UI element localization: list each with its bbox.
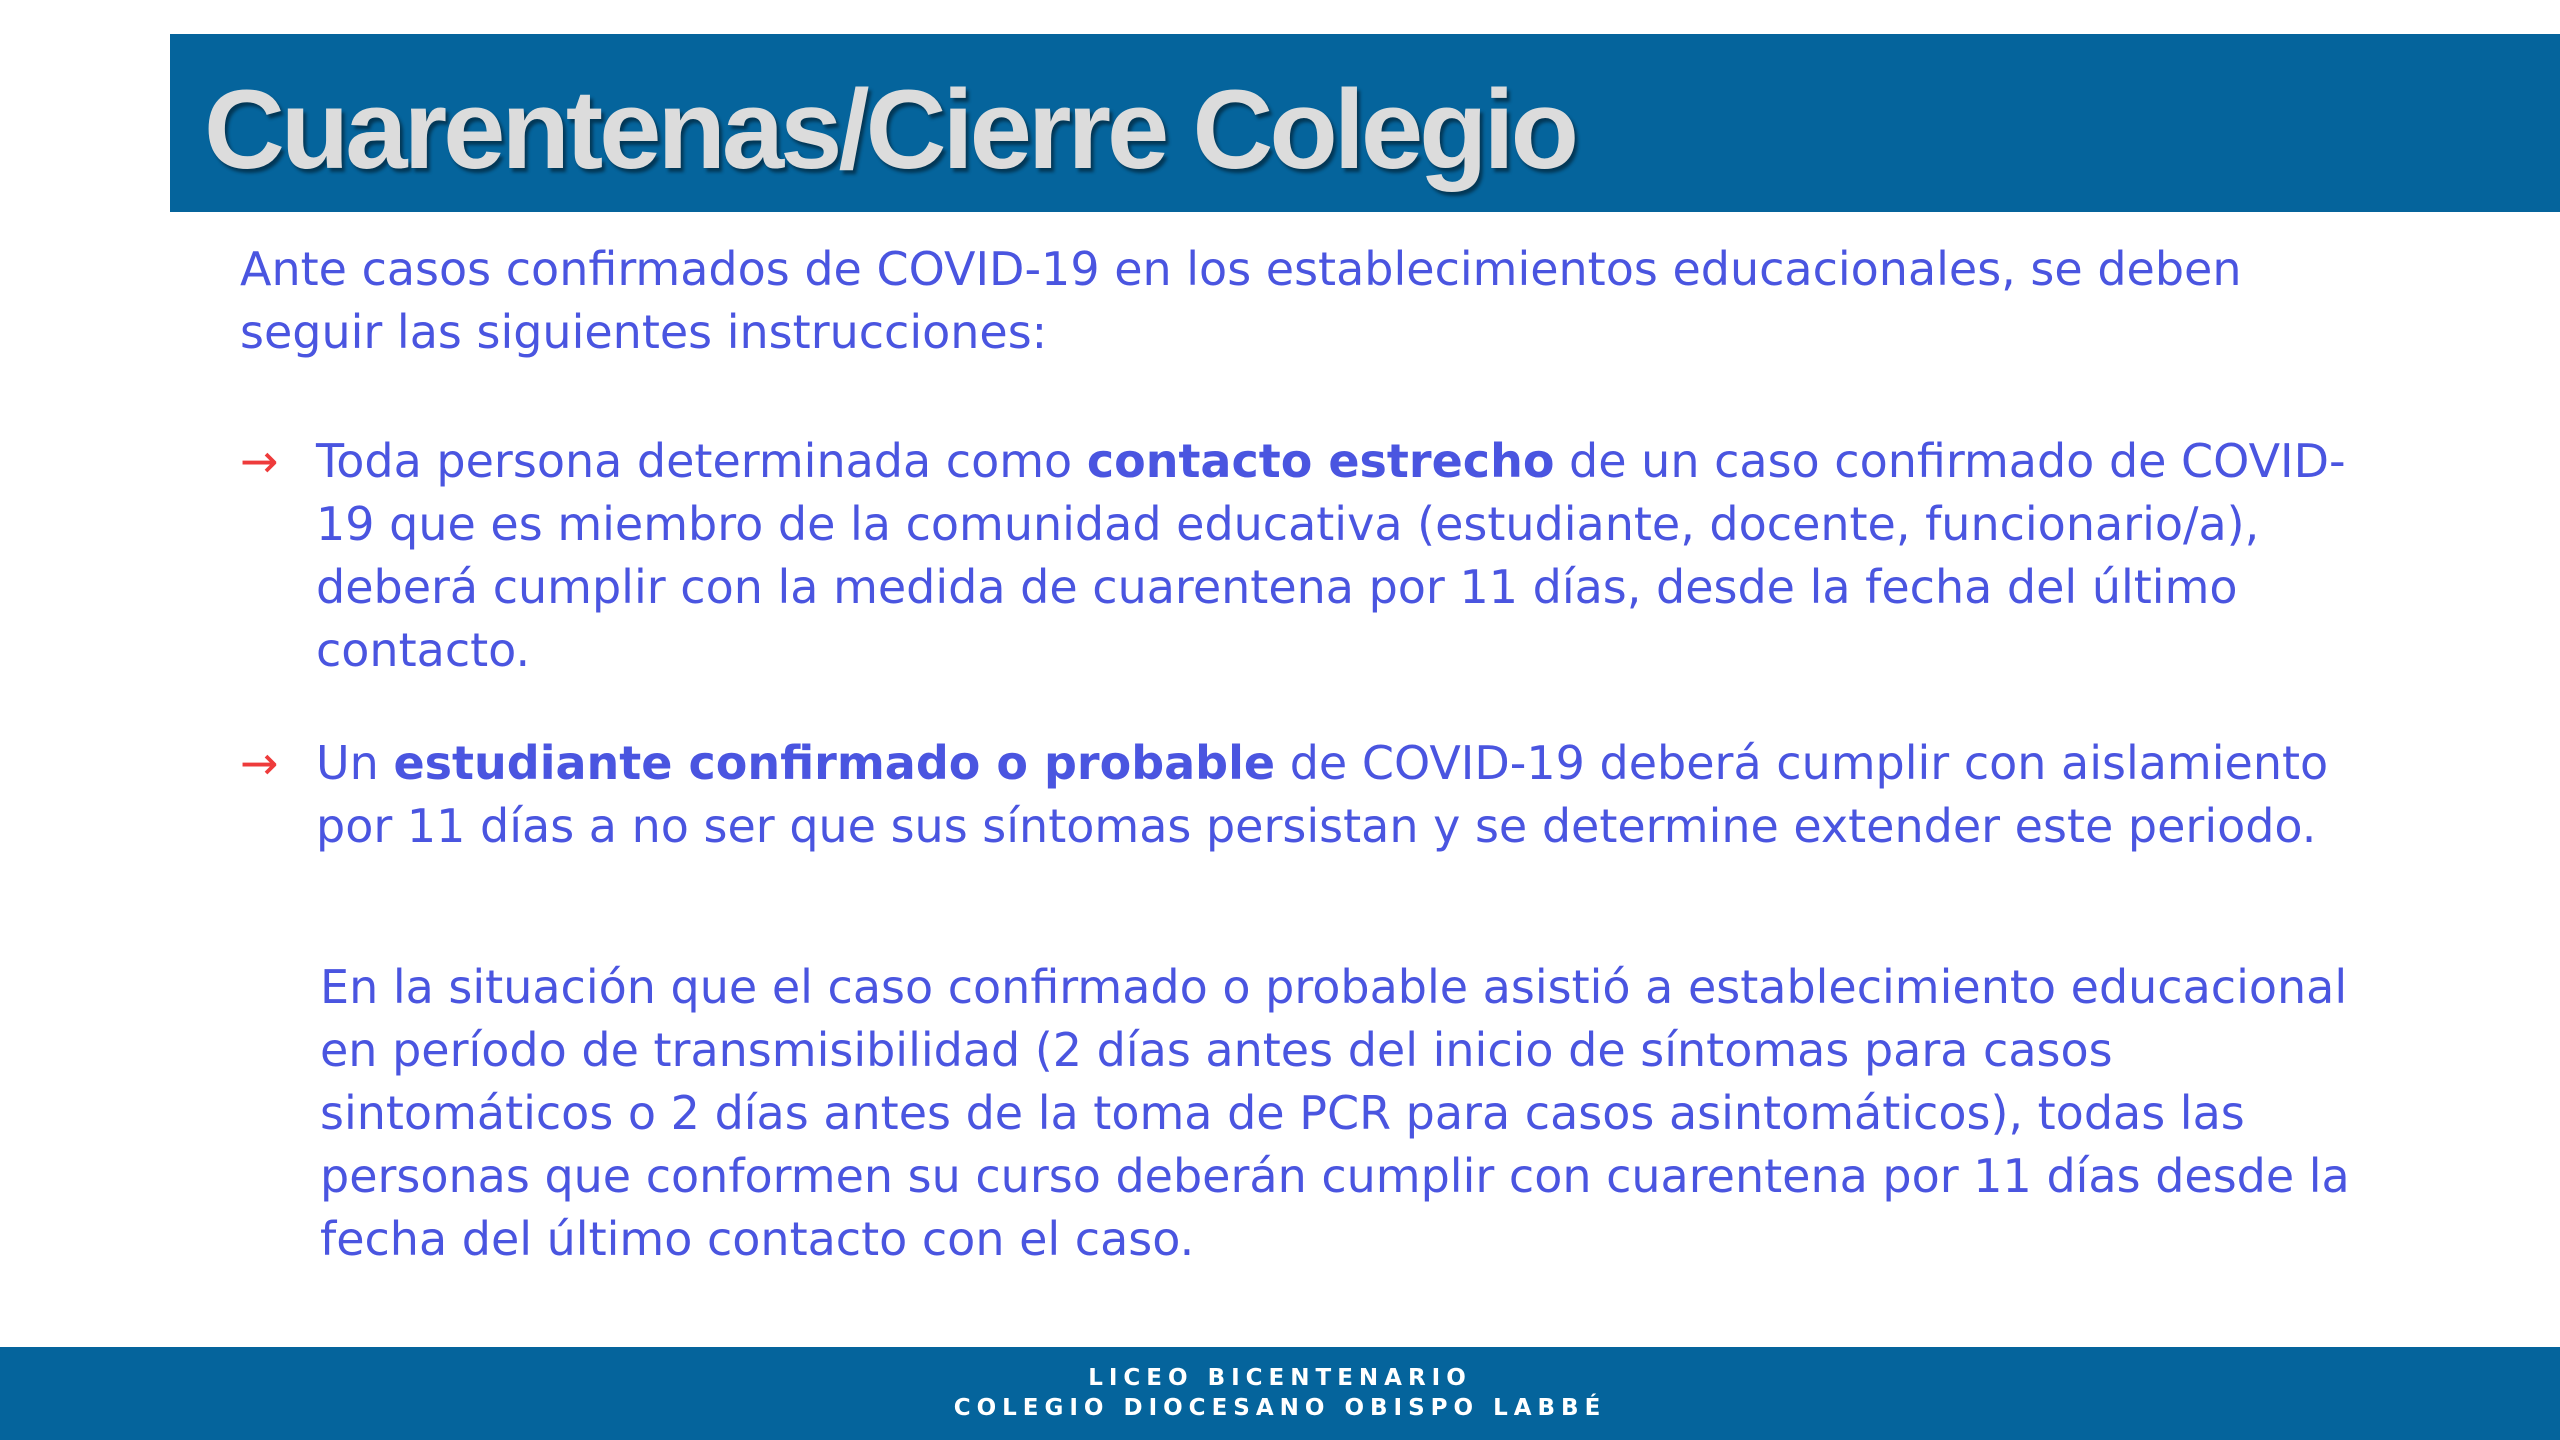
title-bar	[170, 34, 2560, 212]
page-title: Cuarentenas/Cierre Colegio	[204, 67, 1576, 192]
arrow-right-icon: →	[240, 736, 279, 790]
bullet-text-post: de COVID-19 deberá cumplir con aislamiento por 11 días a no ser que sus síntomas persistan y se determine extender este periodo.	[316, 736, 2329, 853]
footer-bar	[0, 1347, 2560, 1440]
bullet-estudiante-confirmado	[240, 732, 2350, 858]
bullet-text-bold: estudiante confirmado o probable	[393, 736, 1276, 790]
intro-paragraph: Ante casos confirmados de COVID-19 en los establecimientos educacionales, se deben seguir las siguientes instrucciones:	[240, 242, 2242, 359]
bullet-text-bold: contacto estrecho	[1086, 434, 1555, 488]
footer-line-college: COLEGIO DIOCESANO OBISPO LABBÉ	[953, 1395, 1607, 1421]
slide-content	[240, 238, 2350, 1317]
footer-line-school: LICEO BICENTENARIO	[1088, 1365, 1472, 1391]
note-paragraph: En la situación que el caso confirmado o probable asistió a establecimiento educacional en período de transmisibilidad (2 días antes del inicio de síntomas para casos sintomáticos o 2 días antes de la toma de PCR para casos asintomáticos), todas las personas que conformen su curso deberán cumplir con cuarentena por 11 días desde la fecha del último contacto con el caso.	[320, 960, 2350, 1266]
arrow-right-icon: →	[240, 434, 279, 488]
bullet-text-pre: Un	[316, 736, 394, 790]
bullet-text-pre: Toda persona determinada como	[316, 434, 1087, 488]
bullet-contacto-estrecho	[240, 430, 2350, 682]
bullet-text-post: de un caso confirmado de COVID-19 que es miembro de la comunidad educativa (estudiante, docente, funcionario/a), deberá cumplir con la medida de cuarentena por 11 días, desde la fecha del último contacto.	[316, 434, 2346, 677]
